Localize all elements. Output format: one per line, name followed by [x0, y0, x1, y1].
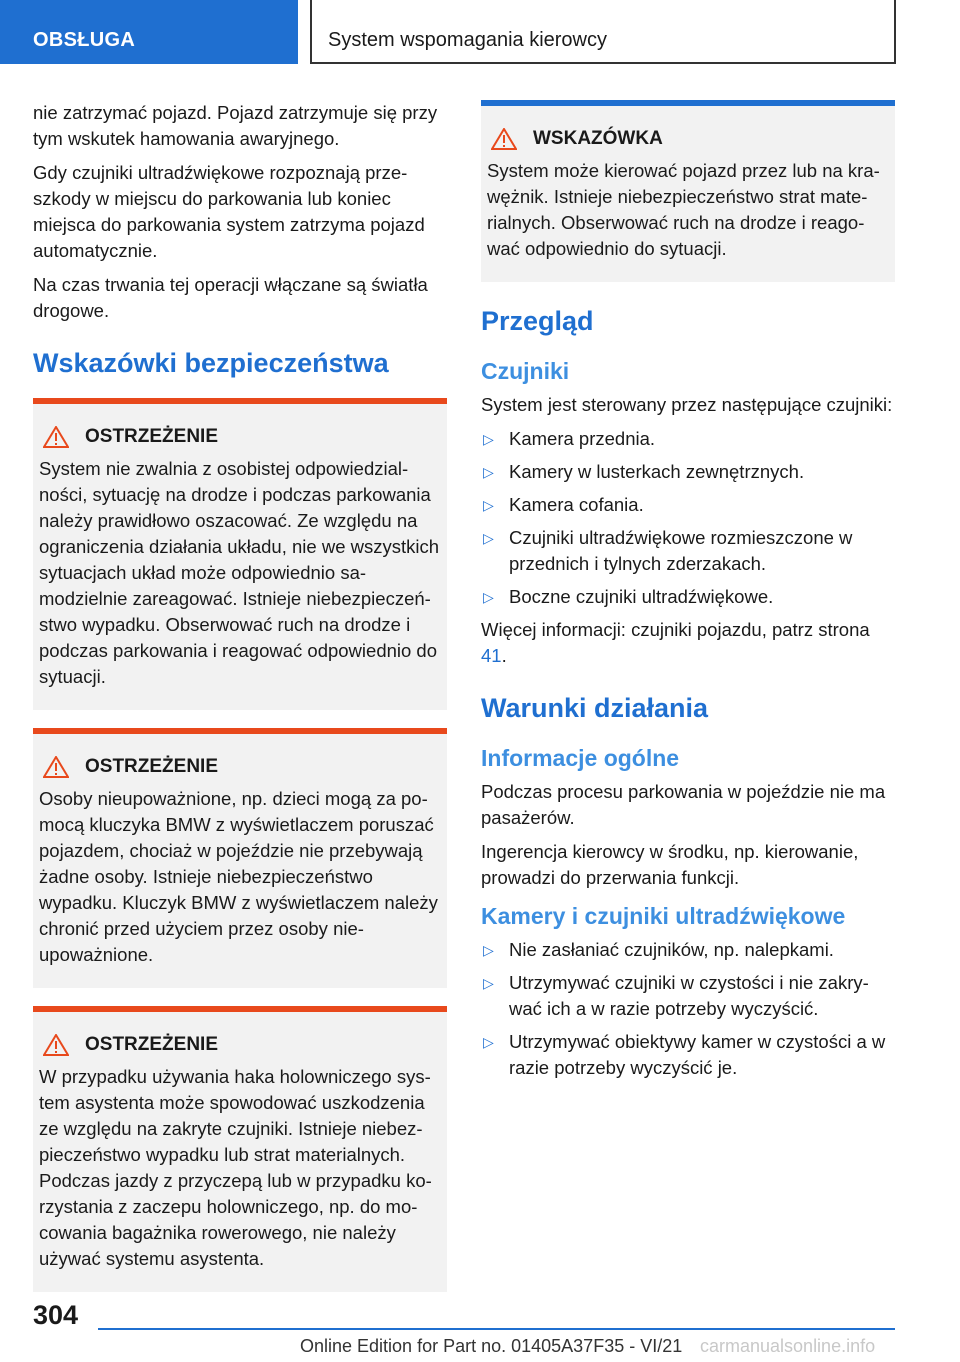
subheading-cameras: Kamery i czujniki ultradźwiękowe — [481, 903, 846, 929]
warning-label: OSTRZEŻENIE — [85, 756, 219, 777]
triangle-bullet-icon: ▷ — [483, 497, 494, 513]
list-item: ▷ Czujniki ultradźwiękowe rozmieszczone w przednich i tylnych zderzakach. — [483, 527, 853, 574]
warning-box — [33, 1006, 447, 1292]
watermark: carmanualsonline.info — [700, 1336, 876, 1356]
page-footer — [0, 1290, 960, 1362]
warning-triangle-icon — [43, 426, 69, 448]
section-heading-safety: Wskazówki bezpieczeństwa — [33, 348, 389, 378]
warning-title — [39, 756, 441, 778]
warning-title — [39, 426, 441, 448]
warning-box — [33, 728, 447, 988]
triangle-bullet-icon: ▷ — [483, 589, 494, 605]
sensor-list — [481, 426, 895, 610]
triangle-bullet-icon: ▷ — [483, 1034, 494, 1050]
list-item: ▷ Utrzymywać czujniki w czystości i nie zakrywać ich a w razie potrzeby wyczyścić. — [483, 972, 869, 1019]
triangle-bullet-icon: ▷ — [483, 942, 494, 958]
camera-list — [481, 937, 895, 1081]
warning-text: Osoby nieupoważnione, np. dzieci mogą za pomocą kluczyka BMW z wyświetlaczem poruszać pojazdem, chociaż w pojeździe nie przebywają żadne osoby. Istnieje niebezpieczeństwo wypadku. Kluczyk BMW z wyświetlaczem należy chronić przed użyciem przez osoby nieupoważnione. — [39, 788, 438, 965]
subheading-general: Informacje ogólne — [481, 745, 680, 771]
warning-triangle-icon — [43, 1034, 69, 1056]
warning-box — [33, 398, 447, 710]
paragraph: nie zatrzymać pojazd. Pojazd zatrzymuje się przy tym wskutek hamowania awaryjnego. — [33, 102, 438, 149]
paragraph: Podczas procesu parkowania w pojeździe nie ma pasażerów. — [481, 781, 886, 828]
paragraph: Na czas trwania tej operacji włączane są światła drogowe. — [33, 274, 428, 321]
list-item: ▷ Kamery w lusterkach zewnętrznych. — [481, 459, 895, 485]
hint-label: WSKAZÓWKA — [533, 128, 663, 149]
right-column — [481, 100, 895, 1088]
warning-title — [39, 1034, 441, 1056]
section-heading-overview: Przegląd — [481, 306, 594, 336]
list-item: ▷ Boczne czujniki ultradźwiękowe. — [481, 584, 895, 610]
page-number: 304 — [33, 1300, 79, 1330]
edition-text: Online Edition for Part no. 01405A37F35 - VI/21 — [300, 1336, 683, 1356]
chapter-title: System wspomagania kierowcy — [310, 0, 896, 64]
section-heading-conditions: Warunki działania — [481, 693, 709, 723]
triangle-bullet-icon: ▷ — [483, 431, 494, 447]
footer-divider — [98, 1328, 895, 1330]
section-tab: OBSŁUGA — [0, 0, 298, 64]
more-info: Więcej informacji: czujniki pojazdu, patrz strona 41. — [481, 619, 870, 666]
triangle-bullet-icon: ▷ — [483, 975, 494, 991]
page-link[interactable]: 41 — [481, 645, 502, 666]
list-item: ▷ Kamera przednia. — [481, 426, 895, 452]
warning-text: W przypadku używania haka holowniczego system asystenta może spowodować uszkodzenia ze względu na zakryte czujniki. Istnieje niebezpieczeństwo wypadku lub strat materialnych. Podczas jazdy z przyczepą lub w przypadku korzystania z zaczepu holowniczego, np. do mocowania bagażnika rowerowego, nie należy używać systemu asystenta. — [39, 1066, 432, 1269]
list-item: ▷ Nie zasłaniać czujników, np. nalepkami. — [481, 937, 895, 963]
page-header — [0, 0, 960, 66]
paragraph: System jest sterowany przez następujące czujniki: — [481, 394, 893, 415]
list-item: ▷ Kamera cofania. — [481, 492, 895, 518]
warning-label: OSTRZEŻENIE — [85, 426, 219, 447]
subheading-sensors: Czujniki — [481, 358, 570, 384]
hint-box — [481, 100, 895, 282]
warning-triangle-icon — [43, 756, 69, 778]
paragraph: Gdy czujniki ultradźwiękowe rozpoznają przeszkody w miejscu do parkowania lub koniec miejsca do parkowania system zatrzyma pojazd automatycznie. — [33, 162, 425, 261]
warning-label: OSTRZEŻENIE — [85, 1034, 219, 1055]
warning-text: System nie zwalnia z osobistej odpowiedzialności, sytuację na drodze i podczas parkowania należy prawidłowo oszacować. Ze względu na ograniczenia działania układu, nie we wszystkich sytuacjach układ może odpowiednio samodzielnie zareagować. Istnieje niebezpieczeństwo wypadku. Obserwować ruch na drodze i podczas parkowania i reagować odpowiednio do sytuacji. — [39, 458, 440, 687]
left-column — [33, 100, 447, 1310]
hint-title — [487, 128, 889, 150]
triangle-bullet-icon: ▷ — [483, 464, 494, 480]
list-item: ▷ Utrzymywać obiektywy kamer w czystości a w razie potrzeby wyczyścić je. — [483, 1031, 886, 1078]
hint-text: System może kierować pojazd przez lub na krawężnik. Istnieje niebezpieczeństwo strat materialnych. Obserwować ruch na drodze i reagować odpowiednio do sytuacji. — [487, 160, 880, 259]
paragraph: Ingerencja kierowcy w środku, np. kierowanie, prowadzi do przerwania funkcji. — [481, 841, 859, 888]
triangle-bullet-icon: ▷ — [483, 530, 494, 546]
warning-triangle-icon — [491, 128, 517, 150]
